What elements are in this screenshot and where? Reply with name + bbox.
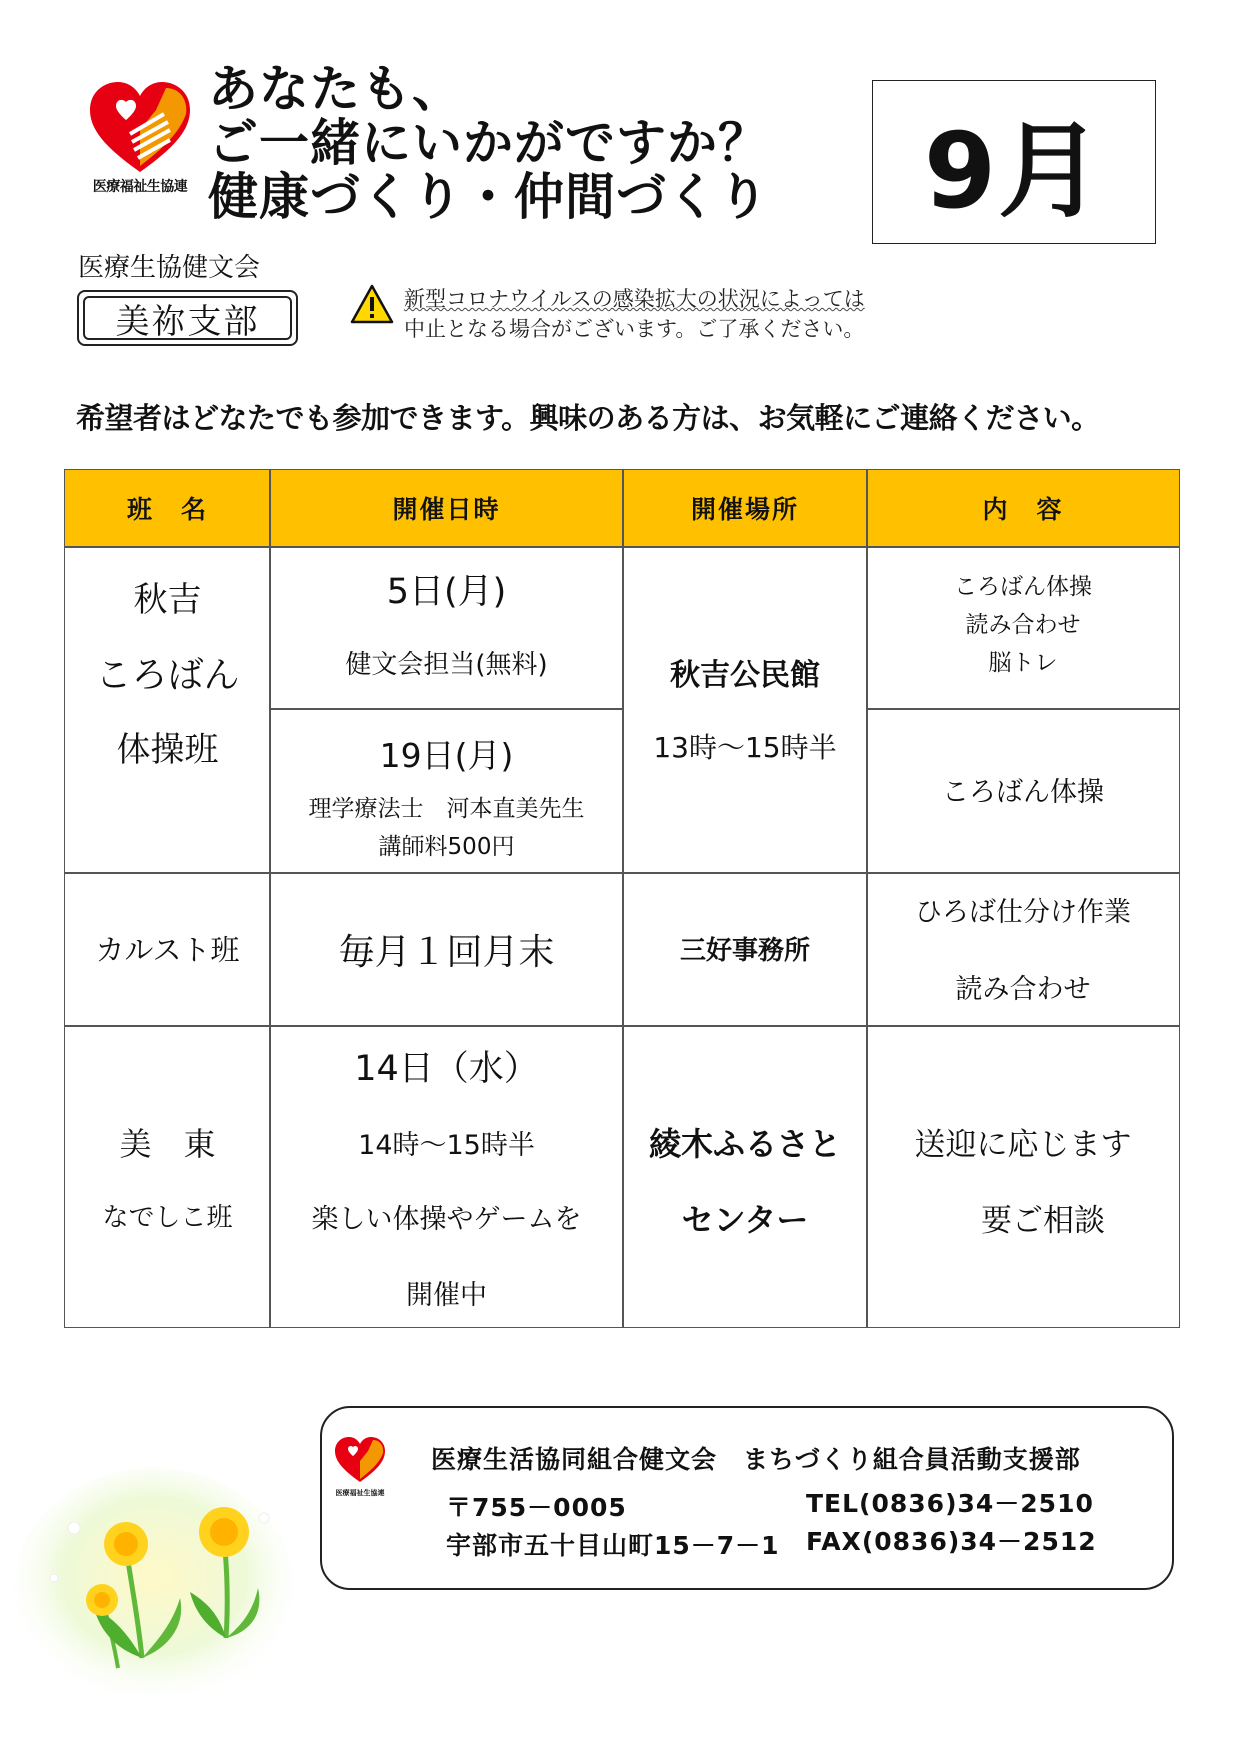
group1-session2-note2: 講師料500円 — [378, 834, 515, 860]
col-header-datetime: 開催日時 — [270, 470, 623, 546]
group3-name-line1: 美 東 — [119, 1125, 216, 1163]
branch-badge — [77, 290, 298, 346]
group1-content1-line2: 読み合わせ — [965, 612, 1081, 638]
col-header-group: 班 名 — [65, 470, 270, 546]
footer-logo-caption: 医療福祉生協連 — [335, 1489, 385, 1497]
footer-postal: 〒755－0005 — [446, 1493, 627, 1522]
col-header-place: 開催場所 — [623, 470, 867, 546]
group3-content-line2: 要ご相談 — [981, 1203, 1105, 1239]
group1-session1-date: 5日(月) — [386, 572, 507, 612]
group3-name-line2: なでしこ班 — [102, 1203, 233, 1233]
group1-name-line3: 体操班 — [116, 730, 219, 770]
logo-caption: 医療福祉生協連 — [92, 179, 188, 195]
group1-name-line2: ころばん — [95, 655, 240, 696]
group1-session1 — [270, 546, 623, 708]
footer-fax: FAX(0836)34－2512 — [806, 1527, 1097, 1556]
group2-name-text: カルスト班 — [95, 933, 240, 967]
schedule-table — [64, 469, 1180, 1328]
group1-session2 — [270, 708, 623, 872]
org-name: 医療生協健文会 — [78, 253, 261, 283]
group3-time: 14時～15時半 — [358, 1130, 535, 1161]
warning-icon — [350, 284, 394, 324]
group2-date — [270, 872, 623, 1025]
col-header-content: 内 容 — [867, 470, 1179, 546]
group1-content1-line3: 脳トレ — [988, 650, 1058, 676]
headline — [208, 62, 769, 224]
group1-time: 13時～15時半 — [653, 731, 837, 764]
footer-address: 宇部市五十目山町15－7－1 — [446, 1531, 780, 1560]
group3-content — [867, 1025, 1179, 1329]
invitation-text: 希望者はどなたでも参加できます。興味のある方は、お気軽にご連絡ください。 — [76, 401, 1100, 435]
group3-place-line2: センター — [681, 1201, 809, 1239]
group1-place-name: 秋吉公民館 — [670, 658, 820, 693]
month-label: 9月 — [872, 80, 1156, 244]
footer-logo — [333, 1436, 387, 1498]
branch-name: 美祢支部 — [83, 296, 292, 340]
group2-content — [867, 872, 1179, 1025]
headline-line-1: あなたも、 — [208, 60, 463, 118]
group1-content1-line1: ころばん体操 — [954, 574, 1092, 600]
group3-note1: 楽しい体操やゲームを — [311, 1204, 582, 1235]
group2-place-text: 三好事務所 — [679, 936, 810, 966]
group3-place — [623, 1025, 867, 1329]
dandelion-illustration — [14, 1458, 294, 1708]
notice-text — [404, 284, 865, 344]
group2-name — [65, 872, 270, 1025]
group2-date-text: 毎月１回月末 — [338, 932, 555, 973]
group3-place-line1: 綾木ふるさと — [648, 1125, 841, 1163]
group1-name — [65, 546, 270, 872]
heart-hands-icon — [86, 80, 194, 176]
group1-session2-date: 19日(月) — [379, 736, 514, 775]
notice-line-1: 新型コロナウイルスの感染拡大の状況によっては — [404, 287, 865, 311]
headline-line-3: 健康づくり・仲間づくり — [208, 168, 769, 226]
notice-line-2: 中止となる場合がございます。ご了承ください。 — [404, 317, 865, 341]
footer-tel: TEL(0836)34－2510 — [806, 1489, 1094, 1518]
group1-place — [623, 546, 867, 872]
group1-name-line1: 秋吉 — [133, 580, 202, 620]
heart-hands-icon — [333, 1436, 387, 1484]
group3-date — [270, 1025, 623, 1329]
group3-name — [65, 1025, 270, 1329]
footer-org: 医療生活協同組合健文会 まちづくり組合員活動支援部 — [431, 1445, 1081, 1474]
group3-content-line1: 送迎に応じます — [914, 1127, 1132, 1163]
group2-content-line2: 読み合わせ — [955, 974, 1091, 1005]
group1-content2 — [867, 708, 1179, 872]
group2-place — [623, 872, 867, 1025]
headline-line-2: ご一緒にいかがですか？ — [208, 114, 769, 172]
group1-content1 — [867, 546, 1179, 708]
group3-note2: 開催中 — [406, 1280, 487, 1311]
group3-date-text: 14日（水） — [354, 1049, 539, 1089]
group1-session2-note1: 理学療法士 河本直美先生 — [308, 796, 585, 822]
group1-content2-text: ころばん体操 — [942, 777, 1104, 808]
group1-session1-note: 健文会担当(無料) — [345, 650, 548, 680]
group2-content-line1: ひろば仕分け作業 — [915, 897, 1131, 928]
coop-logo — [86, 80, 194, 198]
